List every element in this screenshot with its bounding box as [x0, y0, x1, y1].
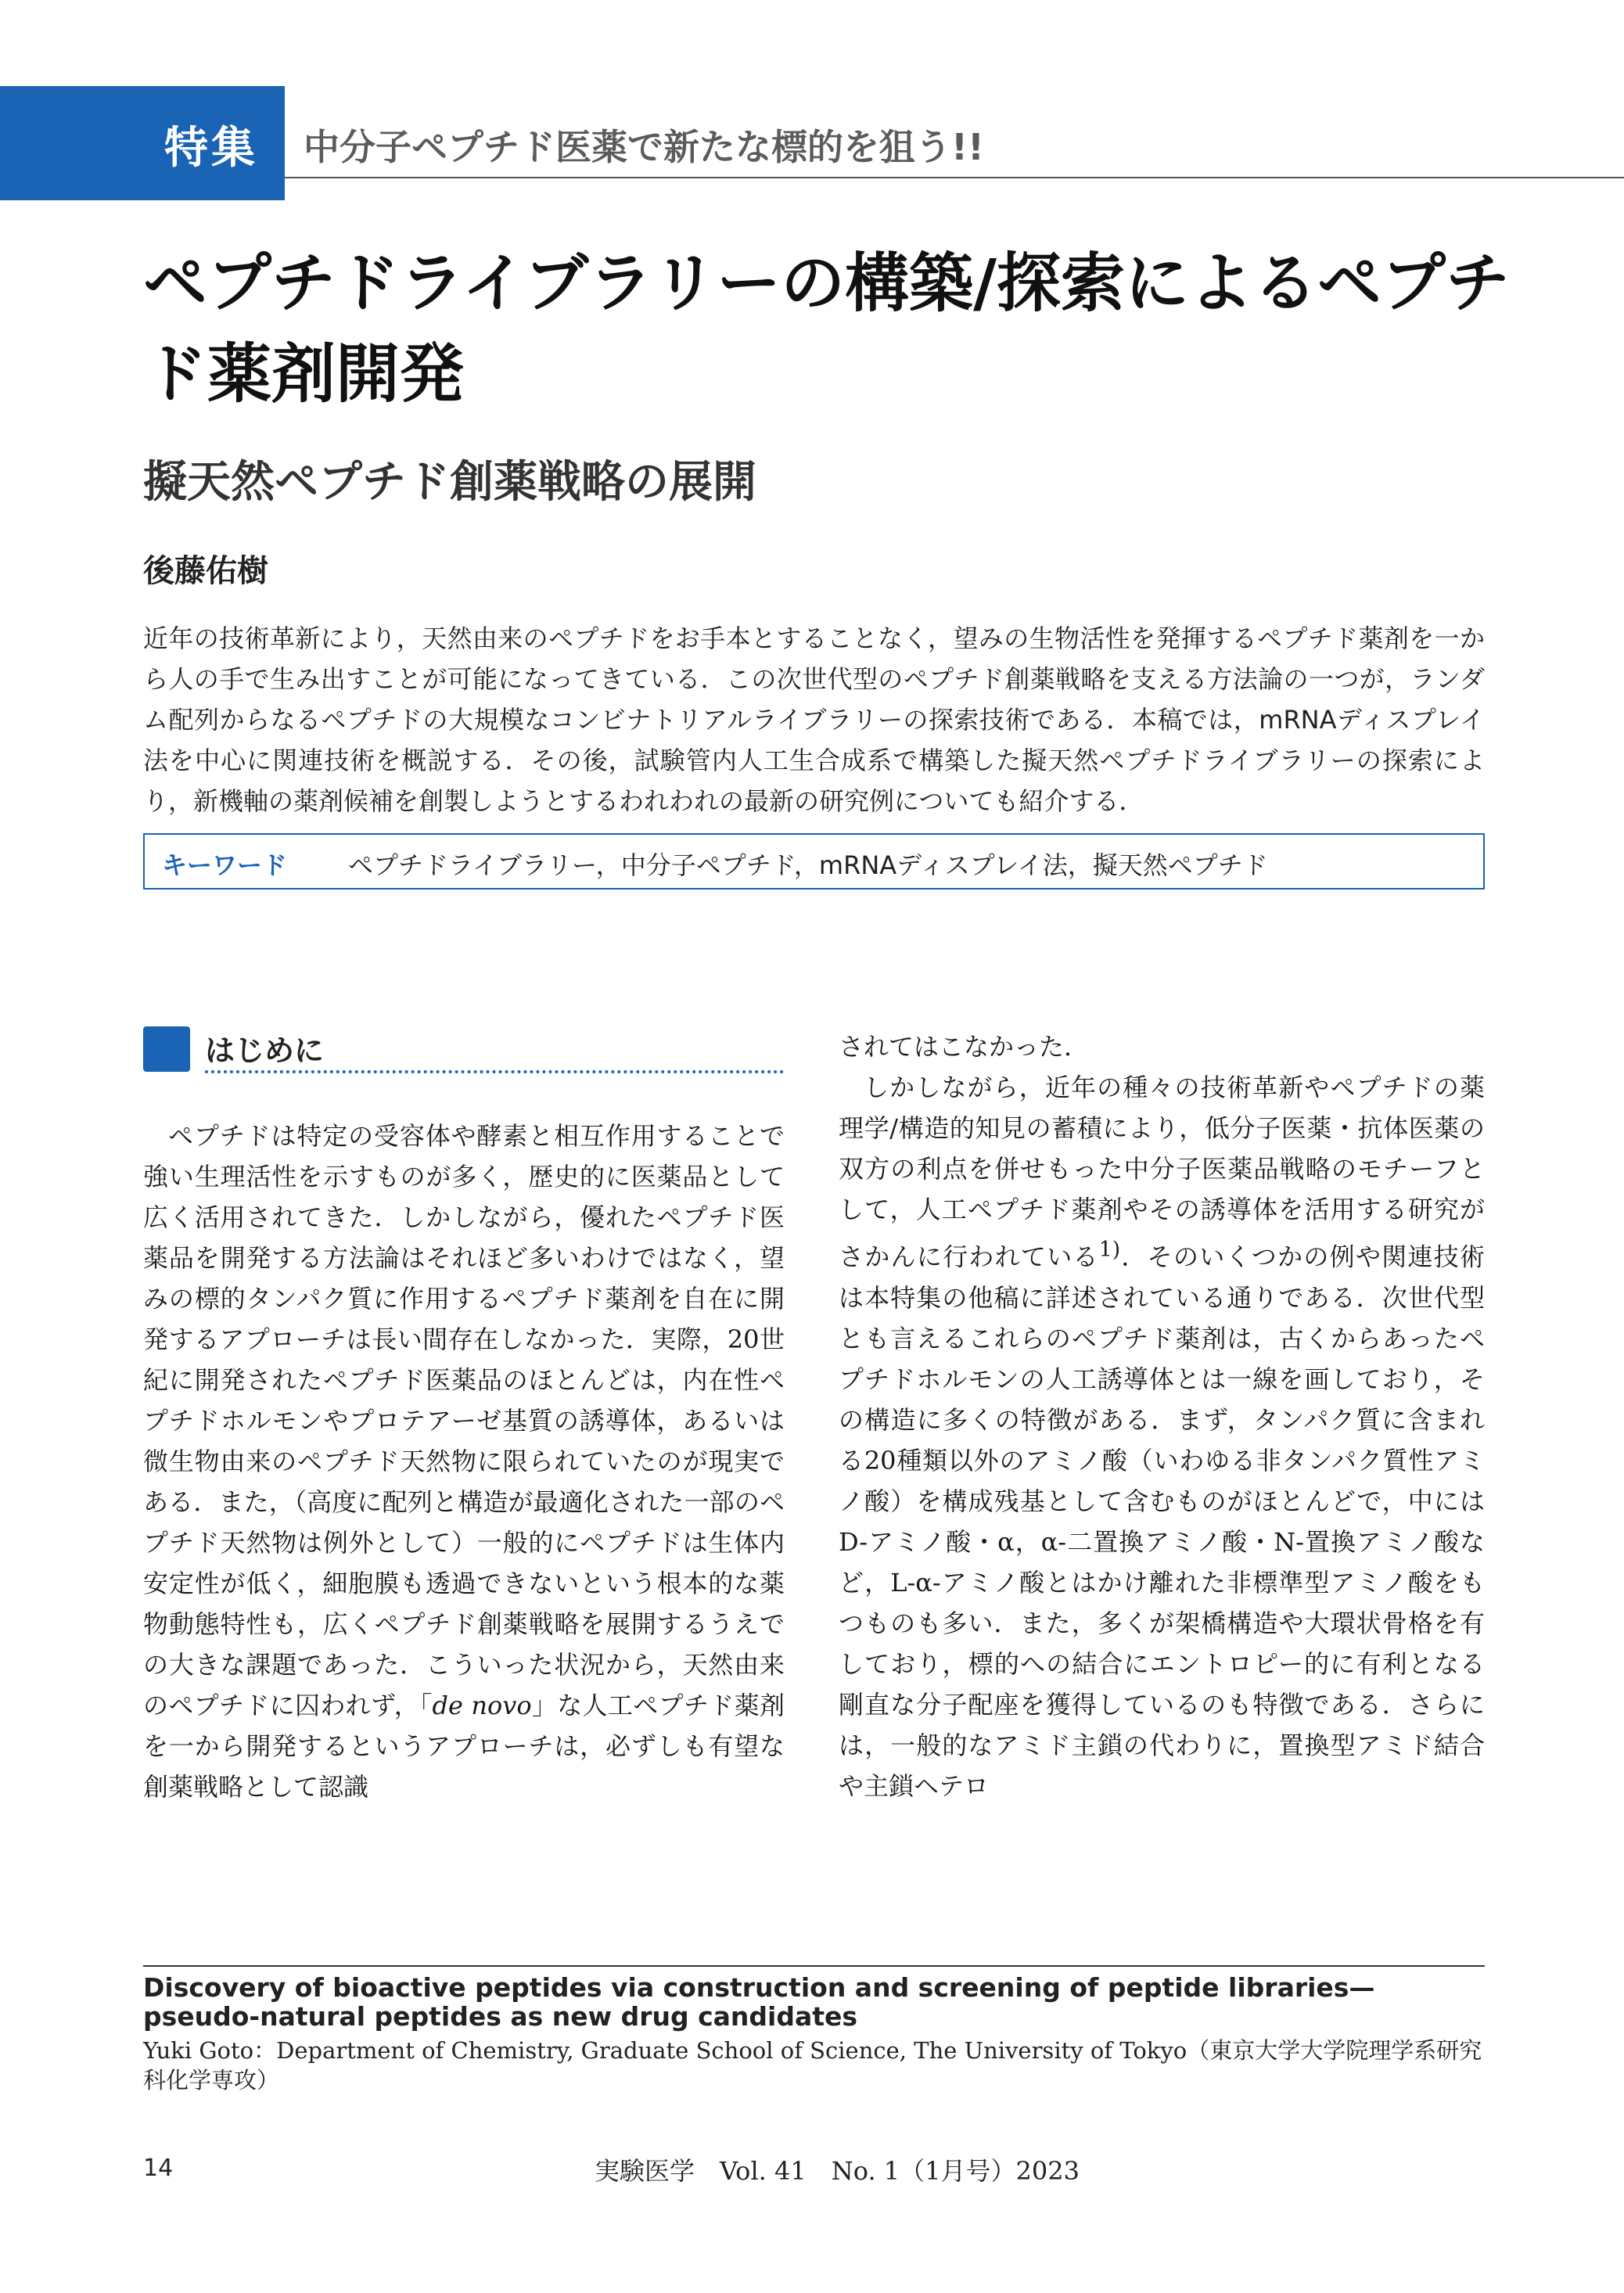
keyword-list: ペプチドライブラリー，中分子ペプチド，mRNAディスプレイ法，擬天然ペプチド — [348, 850, 1268, 880]
keyword-label: キーワード — [162, 850, 288, 880]
keyword-box — [143, 833, 1485, 890]
reference-marker[interactable]: 1) — [1098, 1238, 1121, 1262]
series-title: 中分子ペプチド医薬で新たな標的を狙う!! — [304, 126, 984, 168]
journal-citation: 実験医学 Vol. 41 No. 1（1月号）2023 — [595, 2156, 1080, 2186]
body-paragraph: されてはこなかった． — [839, 1032, 1090, 1062]
left-column — [143, 1116, 785, 1807]
article-subtitle: 擬天然ペプチド創薬戦略の展開 — [143, 457, 756, 508]
body-text: ．そのいくつかの例や関連技術は本特集の他稿に詳述されている通りである．次世代型とも言えるこれらのペプチド薬剤は，古くからあったペプチドホルモンの人工誘導体とは一線を画しており，その構造に多くの特徴がある．まず，タンパク質に含まれる20種類以外のアミノ酸（いわゆる非タンパク質性アミノ酸）を構成残基として含むものがほとんどで，中にはD-アミノ酸・α，α-二置換アミノ酸・N-置換アミノ酸など，L-α-アミノ酸とはかけ離れた非標準型アミノ酸をもつものも多い．また，多くが架橋構造や大環状骨格を有しており，標的への結合にエントロピー的に有利となる剛直な分子配座を獲得しているのも特徴である．さらには，一般的なアミド主鎖の代わりに，置換型アミド結合や主鎖ヘテロ — [839, 1242, 1485, 1801]
section-heading: はじめに — [205, 1033, 325, 1068]
abstract: 近年の技術革新により，天然由来のペプチドをお手本とすることなく，望みの生物活性を発揮するペプチド薬剤を一から人の手で生み出すことが可能になってきている．この次世代型のペプチド創薬戦略を支える方法論の一つが，ランダム配列からなるペプチドの大規模なコンビナトリアルライブラリーの探索技術である．本稿では，mRNAディスプレイ法を中心に関連技術を概説する．その後，試験管内人工生合成系で構築した擬天然ペプチドライブラリーの探索により，新機軸の薬剤候補を創製しようとするわれわれの最新の研究例についても紹介する． — [143, 624, 1485, 816]
body-text: 」な人工ペプチド薬剤を一から開発するというアプローチは，必ずしも有望な創薬戦略として認識 — [143, 1691, 785, 1802]
author-affiliation: Yuki Goto：Department of Chemistry, Graduate School of Science, The University of Tokyo（東京大学大学院理学系研究科化学専攻） — [143, 2037, 1482, 2094]
footer-rule — [143, 1965, 1485, 1967]
article-title: ペプチドライブラリーの構築/探索によるペプチド薬剤開発 — [143, 246, 1511, 412]
header-rule — [285, 177, 1624, 178]
right-column — [839, 1026, 1485, 1806]
body-paragraph — [839, 1067, 1485, 1806]
feature-tag: 特集 — [164, 123, 258, 174]
body-paragraph — [143, 1116, 785, 1807]
section-marker-icon — [143, 1026, 190, 1072]
italic-term: de novo — [432, 1691, 532, 1720]
english-title: Discovery of bioactive peptides via construction and screening of peptide libraries—pseudo-natural peptides as new drug candidates — [143, 1972, 1375, 2032]
body-text: ペプチドは特定の受容体や酵素と相互作用することで強い生理活性を示すものが多く，歴史的に医薬品として広く活用されてきた．しかしながら，優れたペプチド医薬品を開発する方法論はそれほど多いわけではなく，望みの標的タンパク質に作用するペプチド薬剤を自在に開発するアプローチは長い間存在しなかった．実際，20世紀に開発されたペプチド医薬品のほとんどは，内在性ペプチドホルモンやプロテアーゼ基質の誘導体，あるいは微生物由来のペプチド天然物に限られていたのが現実である．また，（高度に配列と構造が最適化された一部のペプチド天然物は例外として）一般的にペプチドは生体内安定性が低く，細胞膜も透過できないという根本的な薬物動態特性も，広くペプチド創薬戦略を展開するうえでの大きな課題であった．こういった状況から，天然由来のペプチドに囚われず，「 — [143, 1121, 785, 1720]
author-name: 後藤佑樹 — [143, 553, 268, 589]
page-number: 14 — [143, 2155, 174, 2182]
section-dotted-rule — [205, 1070, 784, 1073]
body-text: しかしながら，近年の種々の技術革新やペプチドの薬理学/構造的知見の蓄積により，低分子医薬・抗体医薬の双方の利点を併せもった中分子医薬品戦略のモチーフとして，人工ペプチド薬剤やその誘導体を活用する研究がさかんに行われている — [839, 1073, 1485, 1272]
